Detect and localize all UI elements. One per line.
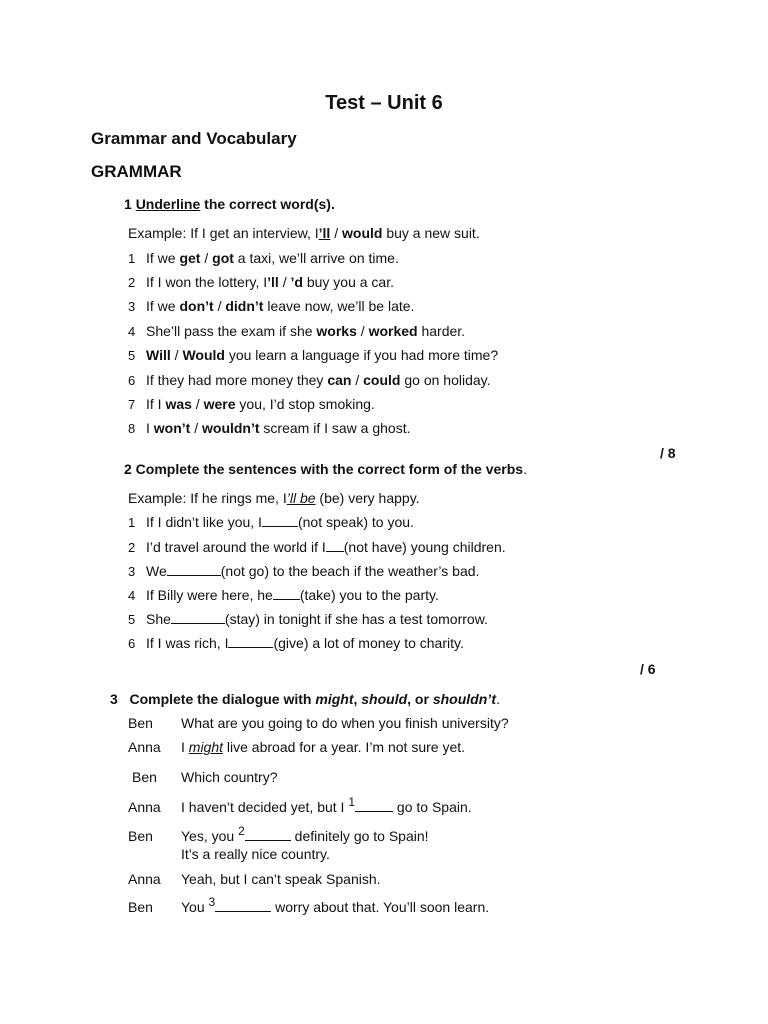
exercise2-item (128, 635, 464, 651)
option-separator: / (213, 298, 226, 314)
dialogue-line: Which country? (181, 769, 278, 785)
item-text: a taxi, we’ll arrive on time. (233, 250, 399, 266)
dialogue-line (181, 824, 429, 844)
item-text: She’ll pass the exam if she (146, 323, 317, 339)
item-text: If I (146, 396, 166, 412)
item-text: you, I’d stop smoking. (235, 396, 375, 412)
item-text: I’d travel around the world if I (146, 539, 326, 555)
item-text: leave now, we’ll be late. (263, 298, 415, 314)
exercise1-item (128, 347, 498, 363)
item-text: (not speak) to you. (297, 514, 414, 530)
answer-blank[interactable] (355, 799, 393, 812)
item-number: 5 (128, 612, 136, 627)
dialogue-line (181, 795, 472, 815)
item-number: 8 (128, 421, 136, 436)
option-a[interactable]: was (165, 396, 192, 412)
exercise1-number: 1 (124, 196, 132, 212)
dialogue-text: You (181, 899, 209, 915)
option-word: might (315, 691, 354, 707)
exercise2-item (128, 587, 439, 603)
speaker-name: Ben (128, 828, 153, 844)
item-text: you learn a language if you had more time? (224, 347, 499, 363)
speaker-name: Ben (132, 769, 157, 785)
exercise1-example (128, 225, 480, 241)
item-text: (not have) young children. (343, 539, 506, 555)
punctuation: , (353, 691, 362, 707)
exercise1-score: / 8 (660, 445, 676, 461)
gap-number: 3 (208, 895, 216, 909)
item-text: I (146, 420, 154, 436)
punctuation: , or (407, 691, 433, 707)
exercise2-item (128, 514, 414, 530)
exercise1-instruction-text: the correct word(s). (204, 196, 335, 212)
page-title: Test – Unit 6 (325, 92, 443, 114)
item-number: 1 (128, 515, 136, 530)
speaker-name: Ben (128, 715, 153, 731)
item-text: (not go) to the beach if the weather’s bad. (220, 563, 480, 579)
option-separator: / (351, 372, 364, 388)
item-number: 7 (128, 397, 136, 412)
example-answer: ’ll be (286, 490, 316, 506)
example-text: Example: If he rings me, I (128, 490, 287, 506)
dialogue-text: worry about that. You’ll soon learn. (271, 899, 490, 915)
exercise1-item (128, 274, 394, 290)
speaker-name: Anna (128, 739, 161, 755)
item-text: scream if I saw a ghost. (259, 420, 411, 436)
item-number: 1 (128, 251, 136, 266)
item-text: If we (146, 298, 180, 314)
exercise1-item (128, 372, 491, 388)
item-text: If I won the lottery, I (146, 274, 268, 290)
speaker-name: Anna (128, 871, 161, 887)
option-a[interactable]: won’t (153, 420, 191, 436)
item-number: 4 (128, 324, 136, 339)
exercise2-example (128, 490, 420, 506)
option-separator: / (356, 323, 369, 339)
item-number: 2 (128, 540, 136, 555)
exercise2-instruction-text: 2 Complete the sentences with the correct form of the verbs (124, 461, 524, 477)
exercise1-item (128, 323, 465, 339)
item-number: 6 (128, 373, 136, 388)
example-text: (be) very happy. (315, 490, 420, 506)
item-text: If I didn’t like you, I (146, 514, 262, 530)
item-number: 5 (128, 348, 136, 363)
answer-blank[interactable] (167, 563, 221, 576)
exercise1-item (128, 396, 375, 412)
answer-blank[interactable] (228, 635, 273, 648)
dialogue-text: Yes, you (181, 828, 239, 844)
exercise2-item (128, 563, 479, 579)
item-text: go on holiday. (400, 372, 491, 388)
item-text: (take) you to the party. (299, 587, 439, 603)
dialogue-line (181, 739, 465, 755)
answer-blank[interactable] (273, 587, 300, 600)
option-b[interactable]: worked (368, 323, 418, 339)
item-number: 3 (128, 299, 136, 314)
option-b[interactable]: Would (182, 347, 225, 363)
option-separator: / (200, 250, 213, 266)
item-number: 3 (128, 564, 136, 579)
dialogue-line: What are you going to do when you finish university? (181, 715, 509, 731)
item-text: If we (146, 250, 180, 266)
item-number: 6 (128, 636, 136, 651)
dialogue-text: go to Spain. (393, 799, 472, 815)
answer-blank[interactable] (215, 899, 271, 912)
dialogue-text: live abroad for a year. I’m not sure yet. (223, 739, 466, 755)
option-a[interactable]: get (179, 250, 201, 266)
item-number: 4 (128, 588, 136, 603)
option-separator: / (278, 274, 291, 290)
gap-number: 1 (348, 795, 356, 809)
option-a[interactable]: Will (146, 347, 171, 363)
item-text: (stay) in tonight if she has a test tomorrow. (224, 611, 488, 627)
example-answer: might (188, 739, 224, 755)
option-separator: / (330, 225, 342, 241)
instruction-period: . (523, 461, 527, 477)
exercise1-item (128, 420, 411, 436)
exercise1-instruction (124, 196, 335, 212)
exercise2-item (128, 539, 506, 555)
grammar-subheading: GRAMMAR (91, 162, 182, 181)
item-text: She (146, 611, 171, 627)
exercise3-instruction (110, 691, 500, 707)
example-option: would (342, 225, 383, 241)
exercise1-item (128, 298, 414, 314)
dialogue-line (181, 895, 490, 915)
option-separator: / (190, 420, 202, 436)
option-b[interactable]: got (212, 250, 234, 266)
punctuation: . (496, 691, 500, 707)
option-a[interactable]: can (327, 372, 352, 388)
exercise3-instruction-text: Complete the dialogue with (129, 691, 316, 707)
option-b[interactable]: wouldn’t (202, 420, 260, 436)
exercise2-score: / 6 (640, 661, 656, 677)
item-number: 2 (128, 275, 136, 290)
example-answer: ’ll (318, 225, 331, 241)
answer-blank[interactable] (245, 828, 291, 841)
answer-blank[interactable] (171, 611, 225, 624)
option-b[interactable]: ’d (290, 274, 303, 290)
item-text: (give) a lot of money to charity. (273, 635, 464, 651)
dialogue-text: definitely go to Spain! (290, 828, 429, 844)
speaker-name: Ben (128, 899, 153, 915)
example-text: buy a new suit. (382, 225, 480, 241)
option-a[interactable]: don’t (179, 298, 214, 314)
option-b[interactable]: were (203, 396, 236, 412)
option-b[interactable]: didn’t (225, 298, 264, 314)
dialogue-line: Yeah, but I can’t speak Spanish. (181, 871, 381, 887)
option-separator: / (170, 347, 183, 363)
option-a[interactable]: ’ll (267, 274, 279, 290)
exercise3-number: 3 (110, 691, 118, 707)
option-b[interactable]: could (363, 372, 401, 388)
item-text: If Billy were here, he (146, 587, 273, 603)
gap-number: 2 (238, 824, 245, 838)
item-text: If they had more money they (146, 372, 328, 388)
option-word: shouldn’t (432, 691, 497, 707)
exercise1-item (128, 250, 399, 266)
answer-blank[interactable] (326, 539, 344, 552)
option-a[interactable]: works (316, 323, 357, 339)
speaker-name: Anna (128, 799, 161, 815)
item-text: We (146, 563, 167, 579)
option-separator: / (191, 396, 204, 412)
dialogue-text: I haven’t decided yet, but I (181, 799, 349, 815)
item-text: If I was rich, I (146, 635, 229, 651)
item-text: harder. (417, 323, 466, 339)
underline-word: Underline (135, 196, 201, 212)
exercise2-instruction (124, 461, 527, 477)
dialogue-text: I (181, 739, 189, 755)
exercise2-item (128, 611, 488, 627)
option-word: should (361, 691, 408, 707)
example-text: Example: If I get an interview, I (128, 225, 319, 241)
dialogue-line-continued: It’s a really nice country. (181, 846, 330, 862)
item-text: buy you a car. (302, 274, 394, 290)
section-heading: Grammar and Vocabulary (91, 129, 297, 148)
answer-blank[interactable] (262, 514, 298, 527)
